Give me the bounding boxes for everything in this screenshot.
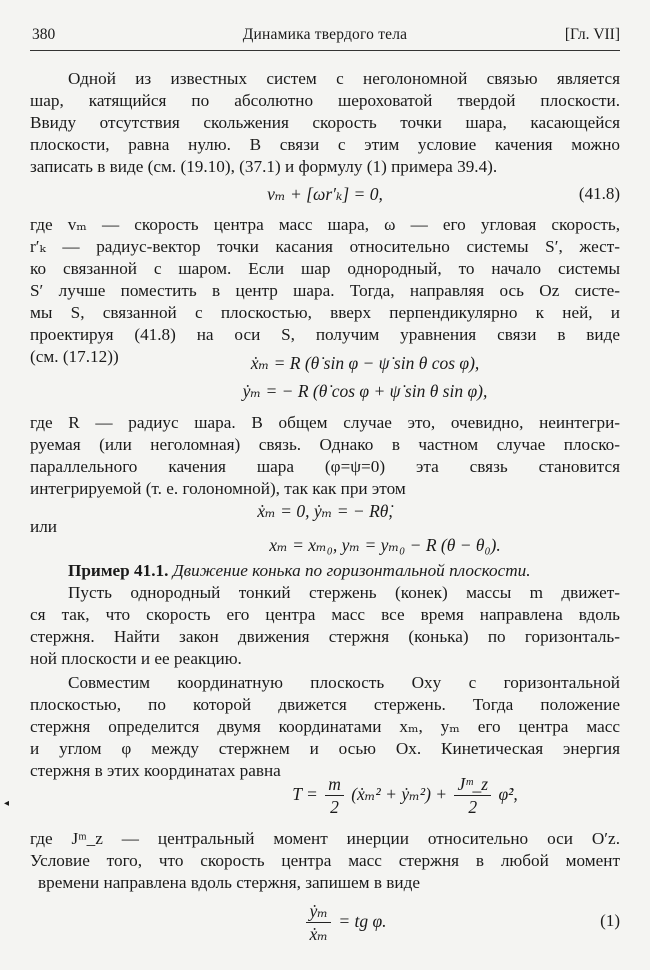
text-line: плоскостью, по которой движется стержень. Тогда положение: [30, 695, 620, 714]
constraint-equation-x: ẋₘ = R (θ̇ sin φ − ψ̇ sin θ cos φ),: [250, 353, 480, 373]
text-line: Ввиду отсутствия скольжения скорость точки шара, касающейся: [30, 113, 620, 132]
text-line: стержня определится двумя координатами xₘ, yₘ его центра масс: [30, 717, 620, 736]
denominator: 2: [468, 797, 478, 818]
text-line: руемая (или неголомная) связь. Однако в частном случае плоско-: [30, 435, 620, 454]
text-line: стержня. Найти закон движения стержня (конька) по горизонталь-: [30, 627, 620, 646]
text-line: шар, катящийся по абсолютно шероховатой твердой плоскости.: [30, 91, 620, 110]
text-line: (см. (17.12)): [30, 347, 119, 366]
text-line: где R — радиус шара. В общем случае это, очевидно, неинтегри-: [30, 413, 620, 432]
fraction: [454, 773, 491, 818]
text-line: Одной из известных систем с неголономной связью является: [68, 69, 620, 88]
eq-rhs: = tg φ.: [338, 911, 387, 931]
integrated-equation: xₘ = xₘ₀, yₘ = yₘ₀ − R (θ − θ₀).: [269, 535, 501, 555]
running-title: Динамика твердого тела: [242, 26, 408, 43]
text-line: ко связанной с шаром. Если шар однородный, то начало системы: [30, 259, 620, 278]
denominator: 2: [330, 797, 339, 818]
text-line: и углом φ между стержнем и осью Ox. Кинетическая энергия: [30, 739, 620, 758]
text-line: или: [30, 517, 57, 536]
text-line: плоскости, равна нулю. В связи с этим условие качения можно: [30, 135, 620, 154]
text-line: ся так, что скорость его центра масс все время направлена вдоль: [30, 605, 620, 624]
text-line: r′ₖ — радиус-вектор точки касания относительно системы S′, жест-: [30, 237, 620, 256]
text-line: Совместим координатную плоскость Oxy с горизонтальной: [68, 673, 620, 692]
integrable-equation: ẋₘ = 0, ẏₘ = − Rθ̇,: [257, 501, 393, 521]
fraction: [325, 773, 344, 818]
kinetic-energy-equation: [30, 772, 650, 818]
text-line: Условие того, что скорость центра масс стержня в любой момент: [30, 851, 620, 870]
numerator: m: [325, 773, 344, 796]
text-line: ной плоскости и ее реакцию.: [30, 649, 242, 668]
text-line: времени направлена вдоль стержня, запишем в виде: [38, 873, 420, 892]
example-heading: [30, 560, 620, 582]
text-line: Пусть однородный тонкий стержень (конек) массы m движет-: [68, 583, 620, 602]
text-line: где vₘ — скорость центра масс шара, ω — его угловая скорость,: [30, 215, 620, 234]
text-line: S′ лучше поместить в центр шара. Тогда, направляя ось Oz систе-: [30, 281, 620, 300]
text-line: где Jᵐ_z — центральный момент инерции относительно оси O′z.: [30, 829, 620, 848]
example-label: Пример 41.1.: [68, 561, 169, 580]
margin-mark: ◂: [4, 798, 10, 809]
text-line: параллельного качения шара (φ=ψ=0) эта связь становится: [30, 457, 620, 476]
fraction: [306, 900, 331, 945]
chapter-label: [Гл. VII]: [564, 26, 620, 43]
text-line: мы S, связанной с плоскостью, вверх перпендикулярно к ней, и: [30, 303, 620, 322]
condition-equation: [30, 896, 640, 946]
eq-lhs: T =: [292, 784, 318, 804]
constraint-equation-y: ẏₘ = − R (θ̇ cos φ + ψ̇ sin θ sin φ),: [242, 381, 488, 401]
text-line: проектируя (41.8) на оси S, получим уравнения связи в виде: [30, 325, 620, 344]
text-line: стержня в этих координатах равна: [30, 761, 281, 780]
running-header: [30, 26, 620, 51]
text-line: записать в виде (см. (19.10), (37.1) и формулу (1) примера 39.4).: [30, 157, 498, 176]
denominator: ẋₘ: [309, 924, 328, 945]
eq-mid: (ẋₘ² + ẏₘ²) +: [351, 784, 448, 804]
equation-number: (41.8): [578, 184, 620, 203]
equation-number: (1): [600, 911, 620, 930]
numerator: Jᵐ_z: [454, 773, 491, 796]
text-line: интегрируемой (т. е. голономной), так как при этом: [30, 479, 406, 498]
page-number: 380: [32, 26, 56, 43]
eq-tail: φ̇²,: [498, 784, 518, 804]
equation-41-8: vₘ + [ωr′ₖ] = 0,: [267, 184, 383, 204]
example-title: Движение конька по горизонтальной плоскости.: [172, 561, 531, 580]
numerator: ẏₘ: [306, 900, 331, 923]
